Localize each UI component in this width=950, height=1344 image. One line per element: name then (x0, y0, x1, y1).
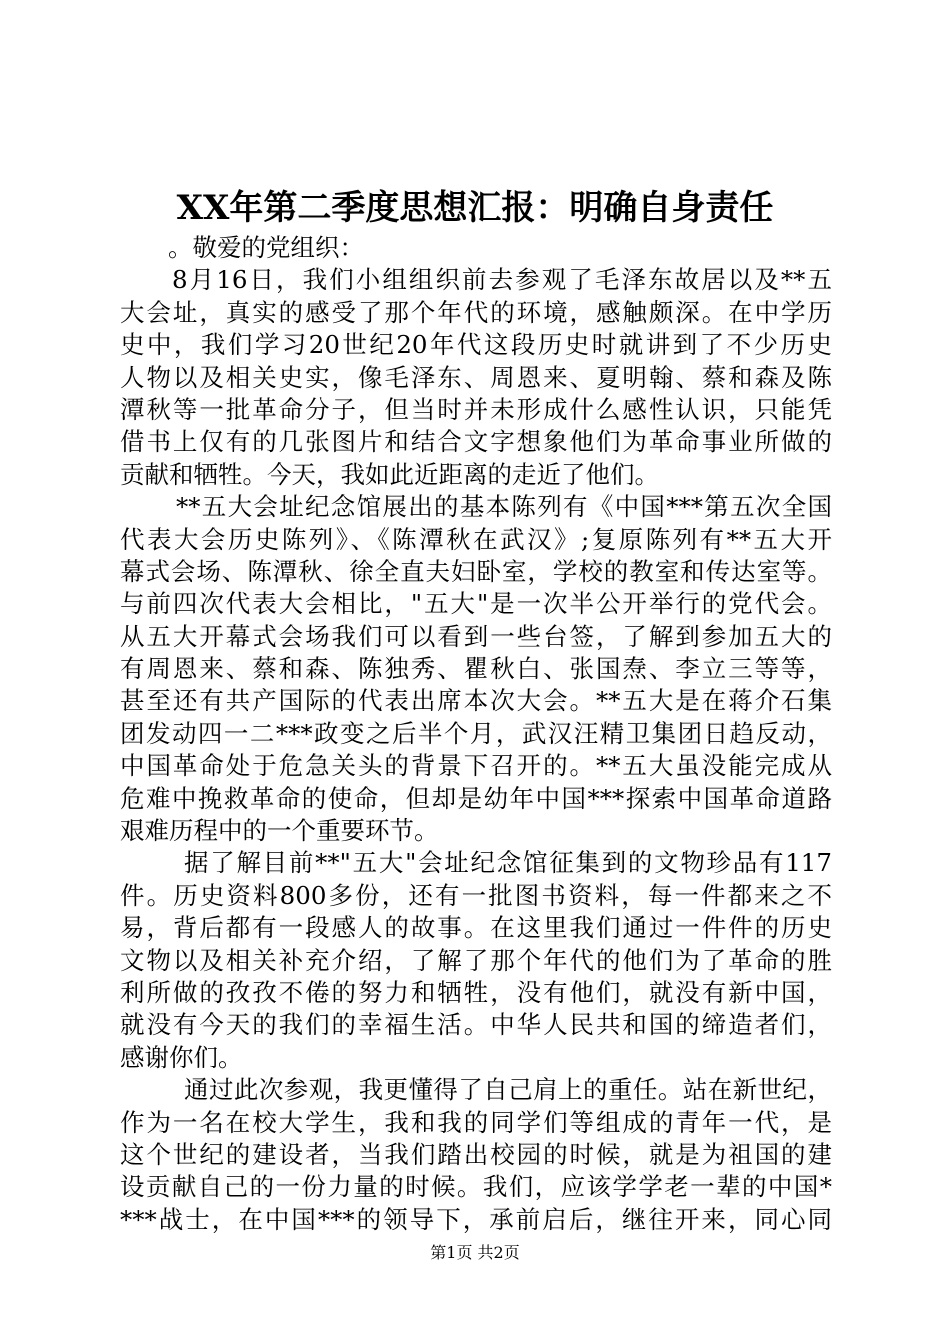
body-text-line: 设贡献自己的一份力量的时候。我们，应该学学老一辈的中国* (120, 1172, 832, 1202)
body-text-line: 通过此次参观，我更懂得了自己肩上的重任。站在新世纪， (184, 1075, 832, 1105)
body-text-line: 潭秋等一批革命分子，但当时并未形成什么感性认识，只能凭 (120, 394, 832, 424)
body-text-line: 8月16日，我们小组组织前去参观了毛泽东故居以及**五 (172, 265, 832, 295)
body-text-line: 幕式会场、陈潭秋、徐全直夫妇卧室，学校的教室和传达室等。 (120, 556, 832, 586)
body-text-line: 团发动四一二***政变之后半个月，武汉汪精卫集团日趋反动， (120, 718, 832, 748)
body-text-line: 从五大开幕式会场我们可以看到一些台签，了解到参加五大的 (120, 621, 832, 651)
body-text-line: 与前四次代表大会相比，"五大"是一次半公开举行的党代会。 (120, 589, 832, 619)
body-text-line: 作为一名在校大学生，我和我的同学们等组成的青年一代，是 (120, 1107, 832, 1137)
document-title: XX年第二季度思想汇报：明确自身责任 (176, 188, 774, 228)
body-text-line: 有周恩来、蔡和森、陈独秀、瞿秋白、张国焘、李立三等等， (120, 654, 832, 684)
body-text-line: 甚至还有共产国际的代表出席本次大会。**五大是在蒋介石集 (120, 686, 832, 716)
body-text-line: 这个世纪的建设者，当我们踏出校园的时候，就是为祖国的建 (120, 1139, 832, 1169)
body-text-line: 史中，我们学习20世纪20年代这段历史时就讲到了不少历史 (120, 330, 832, 360)
body-text-line: ***战士，在中国***的领导下，承前启后，继往开来，同心同 (120, 1204, 832, 1234)
body-text-line: 人物以及相关史实，像毛泽东、周恩来、夏明翰、蔡和森及陈 (120, 362, 832, 392)
body-text-line: 危难中挽救革命的使命，但却是幼年中国***探索中国革命道路 (120, 783, 832, 813)
body-text-line: 就没有今天的我们的幸福生活。中华人民共和国的缔造者们， (120, 1010, 832, 1040)
body-text-line: 中国革命处于危急关头的背景下召开的。**五大虽没能完成从 (120, 751, 832, 781)
body-text-line: 文物以及相关补充介绍，了解了那个年代的他们为了革命的胜 (120, 945, 832, 975)
body-text-line: 利所做的孜孜不倦的努力和牺牲，没有他们，就没有新中国， (120, 977, 832, 1007)
body-text-line: 代表大会历史陈列》、《陈潭秋在武汉》;复原陈列有**五大开 (120, 524, 832, 554)
body-text-line: 。敬爱的党组织： (168, 233, 364, 262)
body-text-line: 易，背后都有一段感人的故事。在这里我们通过一件件的历史 (120, 913, 832, 943)
page-footer: 第1页 共2页 (430, 1243, 520, 1262)
body-text-line: 贡献和牺牲。今天，我如此近距离的走近了他们。 (120, 459, 659, 489)
body-text-line: 借书上仅有的几张图片和结合文字想象他们为革命事业所做的 (120, 427, 832, 457)
body-text-line: 据了解目前**"五大"会址纪念馆征集到的文物珍品有117 (184, 848, 832, 878)
body-text-line: 大会址，真实的感受了那个年代的环境，感触颇深。在中学历 (120, 297, 832, 327)
document-body (120, 232, 832, 1236)
body-text-line: 件。历史资料800多份，还有一批图书资料，每一件都来之不 (120, 880, 832, 910)
body-text-line: 感谢你们。 (120, 1042, 243, 1072)
body-text-line: **五大会址纪念馆展出的基本陈列有《中国***第五次全国 (176, 492, 832, 522)
body-text-line: 艰难历程中的一个重要环节。 (120, 816, 439, 846)
